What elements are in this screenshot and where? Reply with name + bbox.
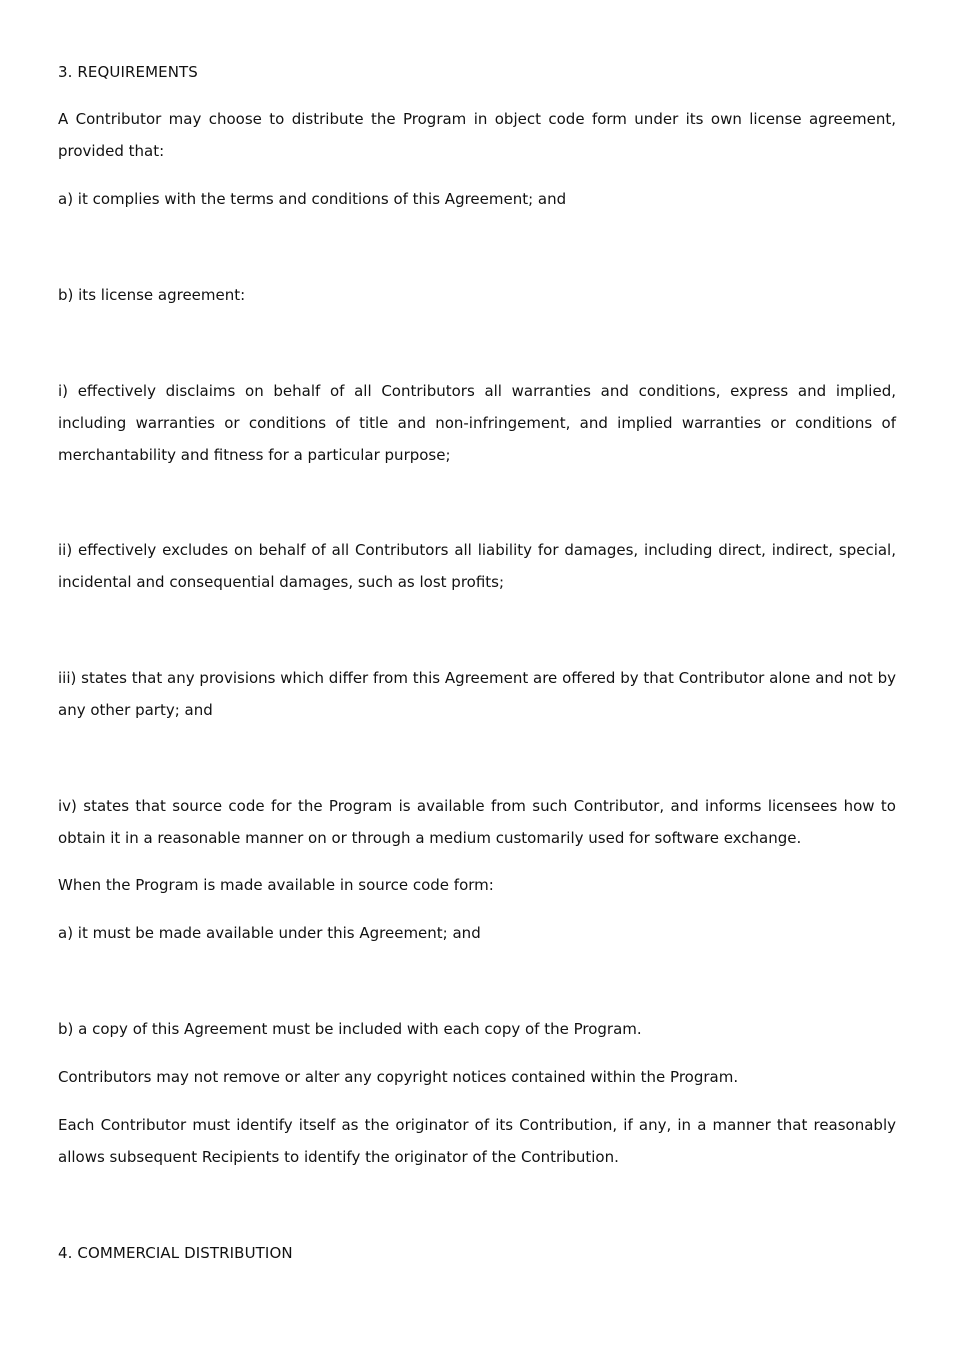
paragraph-intro: A Contributor may choose to distribute the Program in object code form under its own license agreement, provided that:	[58, 110, 896, 160]
section-heading-commercial-distribution: 4. COMMERCIAL DISTRIBUTION	[58, 1244, 293, 1262]
list-item-i: i) effectively disclaims on behalf of all Contributors all warranties and conditions, express and implied, including warranties or conditions of title and non-infringement, and implied warranties or conditions of merchantability and fitness for a particular purpose;	[58, 382, 896, 464]
source-item-a: a) it must be made available under this Agreement; and	[58, 924, 481, 942]
source-item-b: b) a copy of this Agreement must be included with each copy of the Program.	[58, 1020, 642, 1038]
paragraph-identify-originator: Each Contributor must identify itself as the originator of its Contribution, if any, in a manner that reasonably allows subsequent Recipients to identify the originator of the Contribution.	[58, 1116, 896, 1166]
paragraph-copyright-notices: Contributors may not remove or alter any copyright notices contained within the Program.	[58, 1068, 739, 1086]
list-item-iv: iv) states that source code for the Program is available from such Contributor, and informs licensees how to obtain it in a reasonable manner on or through a medium customarily used for software exchange.	[58, 797, 896, 847]
list-item-b: b) its license agreement:	[58, 286, 246, 304]
section-heading-requirements: 3. REQUIREMENTS	[58, 63, 198, 81]
list-item-ii: ii) effectively excludes on behalf of all Contributors all liability for damages, including direct, indirect, special, incidental and consequential damages, such as lost profits;	[58, 541, 896, 591]
paragraph-source-code: When the Program is made available in source code form:	[58, 876, 494, 894]
list-item-iii: iii) states that any provisions which differ from this Agreement are offered by that Contributor alone and not by any other party; and	[58, 669, 896, 719]
list-item-a: a) it complies with the terms and conditions of this Agreement; and	[58, 190, 567, 208]
